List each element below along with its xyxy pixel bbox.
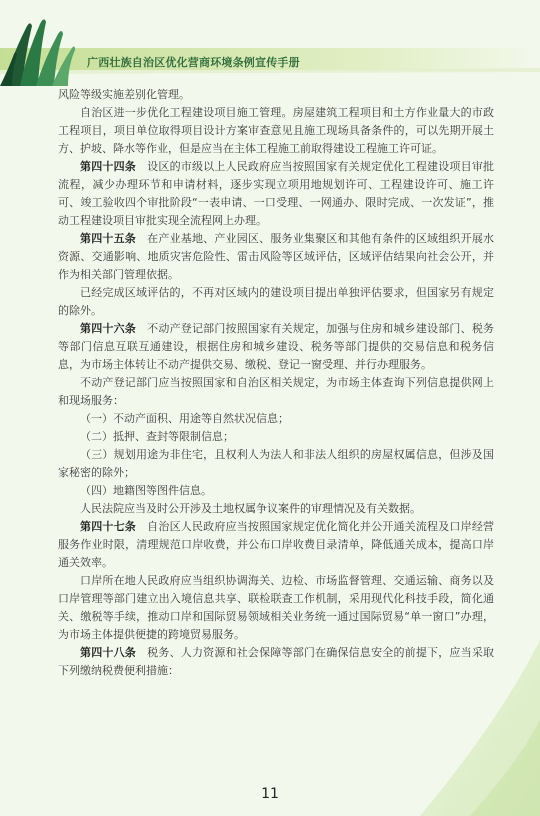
paragraph-text: （二）抵押、查封等限制信息； [80, 430, 234, 443]
paragraph-text: 在产业基地、产业园区、服务业集聚区和其他有条件的区域组织开展水资源、交通影响、地质灾害危险性、雷击风险等区域评估，区域评估结果向社会公开，并作为相关部门管理依据。 [58, 232, 495, 281]
landmark-logo-icon [0, 0, 80, 90]
list-item [58, 482, 494, 500]
paragraph [58, 374, 494, 410]
paragraph [58, 518, 494, 572]
paragraph-text: 口岸所在地人民政府应当组织协调海关、边检、市场监督管理、交通运输、商务以及口岸管理等部门建立出入境信息共享、联检联查工作机制，采用现代化科技手段，简化通关、缴税等手续，推动口岸和国际贸易领域相关业务统一通过国际贸易“单一窗口”办理，为市场主体提供便捷的跨境贸易服务。 [58, 574, 494, 641]
paragraph [58, 500, 494, 518]
paragraph-text: （一）不动产面积、用途等自然状况信息； [80, 412, 289, 425]
article-number: 第四十六条 [80, 322, 136, 335]
paragraph [58, 572, 494, 644]
paragraph [58, 320, 494, 374]
paragraph-text: 不动产登记部门应当按照国家和自治区相关规定，为市场主体查询下列信息提供网上和现场服务： [58, 376, 494, 407]
article-body [58, 86, 494, 680]
paragraph-text: 自治区进一步优化工程建设项目施工管理。房屋建筑工程项目和土方作业量大的市政工程项目，项目单位取得项目设计方案审查意见且施工现场具备条件的，可以先期开展土方、护坡、降水等作业，但是应当在主体工程施工前取得建设工程施工许可证。 [58, 106, 494, 155]
page-header [0, 0, 540, 92]
list-item [58, 410, 494, 428]
paragraph [58, 230, 494, 284]
paragraph-text: （四）地籍图等图件信息。 [80, 484, 212, 497]
paragraph-text: 已经完成区域评估的，不再对区域内的建设项目提出单独评估要求，但国家另有规定的除外。 [58, 286, 494, 317]
paragraph [58, 284, 494, 320]
paragraph-text: 设区的市级以上人民政府应当按照国家有关规定优化工程建设项目审批流程，减少办理环节和申请材料，逐步实现立项用地规划许可、工程建设许可、施工许可、竣工验收四个审批阶段“一表申请、一口受理、一网通办、限时完成、一次发证”，推动工程建设项目审批实现全流程网上办理。 [58, 160, 495, 227]
paragraph-text: 风险等级实施差别化管理。 [58, 88, 190, 101]
page-number: 11 [261, 786, 279, 802]
paragraph-text: （三）规划用途为非住宅，且权利人为法人和非法人组织的房屋权属信息，但涉及国家秘密的除外； [58, 448, 494, 479]
article-number: 第四十八条 [80, 646, 136, 659]
paragraph [58, 158, 494, 230]
header-title: 广西壮族自治区优化营商环境条例宣传手册 [87, 56, 300, 69]
article-number: 第四十七条 [80, 520, 136, 533]
paragraph [58, 104, 494, 158]
paragraph-text: 人民法院应当及时公开涉及土地权属争议案件的审理情况及有关数据。 [80, 502, 421, 515]
paragraph-text: 自治区人民政府应当按照国家规定优化简化并公开通关流程及口岸经营服务作业时限，清理规范口岸收费，并公布口岸收费目录清单，降低通关成本，提高口岸通关效率。 [58, 520, 495, 569]
list-item [58, 428, 494, 446]
article-number: 第四十四条 [80, 160, 136, 173]
paragraph [58, 86, 494, 104]
list-item [58, 446, 494, 482]
article-number: 第四十五条 [80, 232, 136, 245]
paragraph-text: 税务、人力资源和社会保障等部门在确保信息安全的前提下，应当采取下列缴纳税费便利措施： [58, 646, 495, 677]
paragraph-text: 不动产登记部门按照国家有关规定，加强与住房和城乡建设部门、税务等部门信息互联互通建设，根据住房和城乡建设、税务等部门提供的交易信息和税务信息，为市场主体转让不动产提供交易、缴税、登记一窗受理、并行办理服务。 [58, 322, 495, 371]
paragraph [58, 644, 494, 680]
